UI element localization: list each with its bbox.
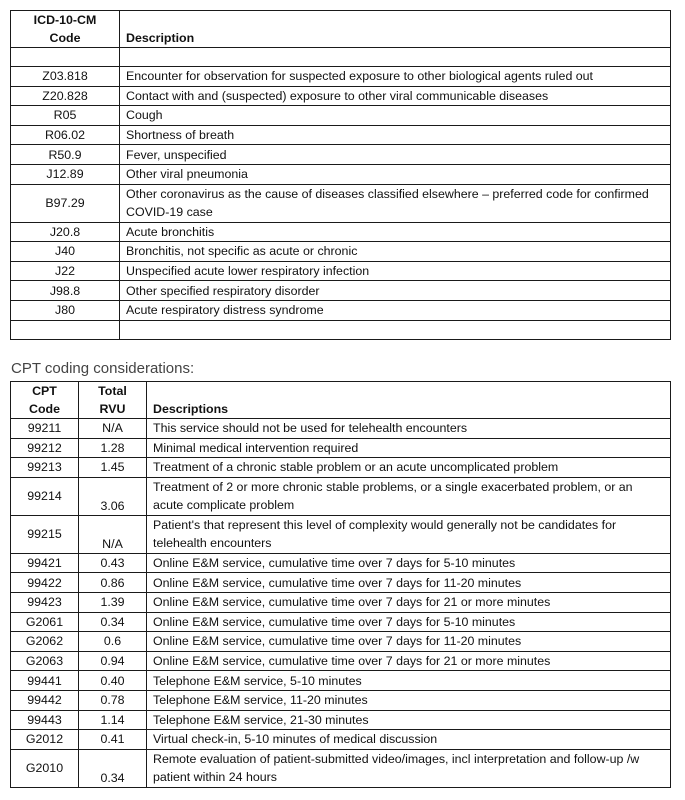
- cpt-description-cell: Treatment of 2 or more chronic stable problems, or a single exacerbated problem, or an acute complicate problem: [147, 477, 671, 515]
- total-rvu-cell: 0.34: [79, 749, 147, 787]
- icd-table-row: [11, 106, 671, 126]
- icd-table-row: [11, 184, 671, 222]
- cpt-code-cell: G2010: [11, 749, 79, 787]
- icd-description-cell: Unspecified acute lower respiratory infection: [120, 261, 671, 281]
- cpt-code-cell: 99442: [11, 690, 79, 710]
- cpt-table-row: [11, 553, 671, 573]
- total-rvu-cell: 0.6: [79, 632, 147, 652]
- cpt-code-cell: G2061: [11, 612, 79, 632]
- cpt-code-cell: 99441: [11, 671, 79, 691]
- icd-blank-row: [11, 48, 671, 67]
- icd-code-cell: J98.8: [11, 281, 120, 301]
- total-rvu-cell: 0.40: [79, 671, 147, 691]
- total-rvu-column-header: [79, 382, 147, 419]
- icd-description-cell: [120, 48, 671, 67]
- icd-code-cell: J12.89: [11, 164, 120, 184]
- cpt-code-cell: 99421: [11, 553, 79, 573]
- icd-description-cell: Acute bronchitis: [120, 222, 671, 242]
- cpt-code-cell: G2063: [11, 651, 79, 671]
- cpt-code-cell: 99215: [11, 515, 79, 553]
- icd-code-cell: J22: [11, 261, 120, 281]
- icd-description-cell: Shortness of breath: [120, 125, 671, 145]
- icd-description-cell: Bronchitis, not specific as acute or chronic: [120, 242, 671, 262]
- cpt-description-cell: Telephone E&M service, 21-30 minutes: [147, 710, 671, 730]
- cpt-code-cell: G2012: [11, 730, 79, 750]
- total-rvu-cell: 3.06: [79, 477, 147, 515]
- icd-table-row: [11, 86, 671, 106]
- icd-description-cell: Encounter for observation for suspected exposure to other biological agents ruled out: [120, 67, 671, 87]
- rvu-header-line2: RVU: [99, 402, 126, 416]
- icd-table-row: [11, 300, 671, 320]
- cpt-code-cell: 99423: [11, 592, 79, 612]
- icd-code-cell: J20.8: [11, 222, 120, 242]
- cpt-description-cell: Treatment of a chronic stable problem or an acute uncomplicated problem: [147, 458, 671, 478]
- icd-10-cm-code-table: [10, 10, 671, 340]
- cpt-description-cell: Telephone E&M service, 11-20 minutes: [147, 690, 671, 710]
- total-rvu-cell: 0.86: [79, 573, 147, 593]
- cpt-description-cell: Online E&M service, cumulative time over 7 days for 21 or more minutes: [147, 592, 671, 612]
- total-rvu-cell: 1.39: [79, 592, 147, 612]
- cpt-description-cell: Online E&M service, cumulative time over 7 days for 5-10 minutes: [147, 553, 671, 573]
- rvu-header-line1: Total: [98, 384, 127, 398]
- cpt-table-row: [11, 651, 671, 671]
- cpt-table-row: [11, 592, 671, 612]
- total-rvu-cell: 1.28: [79, 438, 147, 458]
- icd-code-cell: J40: [11, 242, 120, 262]
- icd-description-cell: Other viral pneumonia: [120, 164, 671, 184]
- cpt-description-cell: Online E&M service, cumulative time over 7 days for 11-20 minutes: [147, 573, 671, 593]
- cpt-code-cell: G2062: [11, 632, 79, 652]
- icd-code-header-line1: ICD-10-CM: [33, 13, 97, 27]
- icd-description-cell: Acute respiratory distress syndrome: [120, 300, 671, 320]
- cpt-table-row: [11, 458, 671, 478]
- cpt-description-cell: Online E&M service, cumulative time over 7 days for 5-10 minutes: [147, 612, 671, 632]
- icd-table-row: [11, 125, 671, 145]
- cpt-description-column-header: Descriptions: [147, 382, 671, 419]
- icd-table-row: [11, 242, 671, 262]
- cpt-code-column-header: [11, 382, 79, 419]
- total-rvu-cell: 0.43: [79, 553, 147, 573]
- total-rvu-cell: 0.94: [79, 651, 147, 671]
- icd-table-row: [11, 164, 671, 184]
- cpt-table-row: [11, 710, 671, 730]
- icd-code-cell: B97.29: [11, 184, 120, 222]
- total-rvu-cell: 0.41: [79, 730, 147, 750]
- icd-code-cell: [11, 48, 120, 67]
- cpt-table-row: [11, 671, 671, 691]
- total-rvu-cell: 1.14: [79, 710, 147, 730]
- cpt-table-row: [11, 477, 671, 515]
- icd-table-row: [11, 222, 671, 242]
- icd-code-cell: [11, 320, 120, 339]
- cpt-description-cell: Online E&M service, cumulative time over 7 days for 11-20 minutes: [147, 632, 671, 652]
- icd-blank-row: [11, 320, 671, 339]
- icd-code-cell: J80: [11, 300, 120, 320]
- cpt-description-cell: Virtual check-in, 5-10 minutes of medical discussion: [147, 730, 671, 750]
- cpt-description-cell: Online E&M service, cumulative time over 7 days for 21 or more minutes: [147, 651, 671, 671]
- icd-table-row: [11, 281, 671, 301]
- cpt-table-row: [11, 612, 671, 632]
- cpt-table-row: [11, 749, 671, 787]
- icd-description-cell: Cough: [120, 106, 671, 126]
- cpt-table-header-row: [11, 382, 671, 419]
- cpt-table-row: [11, 730, 671, 750]
- icd-description-cell: Fever, unspecified: [120, 145, 671, 165]
- cpt-code-table: [10, 381, 671, 788]
- cpt-table-row: [11, 515, 671, 553]
- cpt-table-row: [11, 419, 671, 439]
- icd-description-cell: [120, 320, 671, 339]
- total-rvu-cell: N/A: [79, 419, 147, 439]
- cpt-code-cell: 99211: [11, 419, 79, 439]
- icd-description-cell: Other specified respiratory disorder: [120, 281, 671, 301]
- cpt-table-row: [11, 632, 671, 652]
- icd-code-header-line2: Code: [49, 31, 81, 45]
- total-rvu-cell: 0.34: [79, 612, 147, 632]
- icd-table-row: [11, 145, 671, 165]
- cpt-section-title: CPT coding considerations:: [11, 360, 195, 377]
- cpt-code-cell: 99214: [11, 477, 79, 515]
- cpt-table-row: [11, 573, 671, 593]
- icd-table-header-row: [11, 11, 671, 48]
- cpt-description-cell: This service should not be used for telehealth encounters: [147, 419, 671, 439]
- icd-code-cell: Z20.828: [11, 86, 120, 106]
- cpt-code-cell: 99422: [11, 573, 79, 593]
- cpt-description-cell: Remote evaluation of patient-submitted video/images, incl interpretation and follow-up /w patient within 24 hours: [147, 749, 671, 787]
- cpt-table-row: [11, 438, 671, 458]
- icd-code-cell: R06.02: [11, 125, 120, 145]
- icd-description-cell: Contact with and (suspected) exposure to other viral communicable diseases: [120, 86, 671, 106]
- icd-code-cell: Z03.818: [11, 67, 120, 87]
- cpt-table-row: [11, 690, 671, 710]
- icd-code-column-header: [11, 11, 120, 48]
- icd-description-cell: Other coronavirus as the cause of diseases classified elsewhere – preferred code for confirmed COVID-19 case: [120, 184, 671, 222]
- cpt-code-header-line1: CPT: [32, 384, 57, 398]
- icd-description-column-header: Description: [120, 11, 671, 48]
- total-rvu-cell: N/A: [79, 515, 147, 553]
- cpt-code-cell: 99443: [11, 710, 79, 730]
- cpt-description-cell: Patient's that represent this level of complexity would generally not be candidates for telehealth encounters: [147, 515, 671, 553]
- icd-code-cell: R05: [11, 106, 120, 126]
- total-rvu-cell: 1.45: [79, 458, 147, 478]
- icd-code-cell: R50.9: [11, 145, 120, 165]
- cpt-code-cell: 99212: [11, 438, 79, 458]
- cpt-description-cell: Minimal medical intervention required: [147, 438, 671, 458]
- total-rvu-cell: 0.78: [79, 690, 147, 710]
- icd-table-row: [11, 67, 671, 87]
- cpt-description-cell: Telephone E&M service, 5-10 minutes: [147, 671, 671, 691]
- icd-table-row: [11, 261, 671, 281]
- cpt-code-header-line2: Code: [29, 402, 60, 416]
- cpt-code-cell: 99213: [11, 458, 79, 478]
